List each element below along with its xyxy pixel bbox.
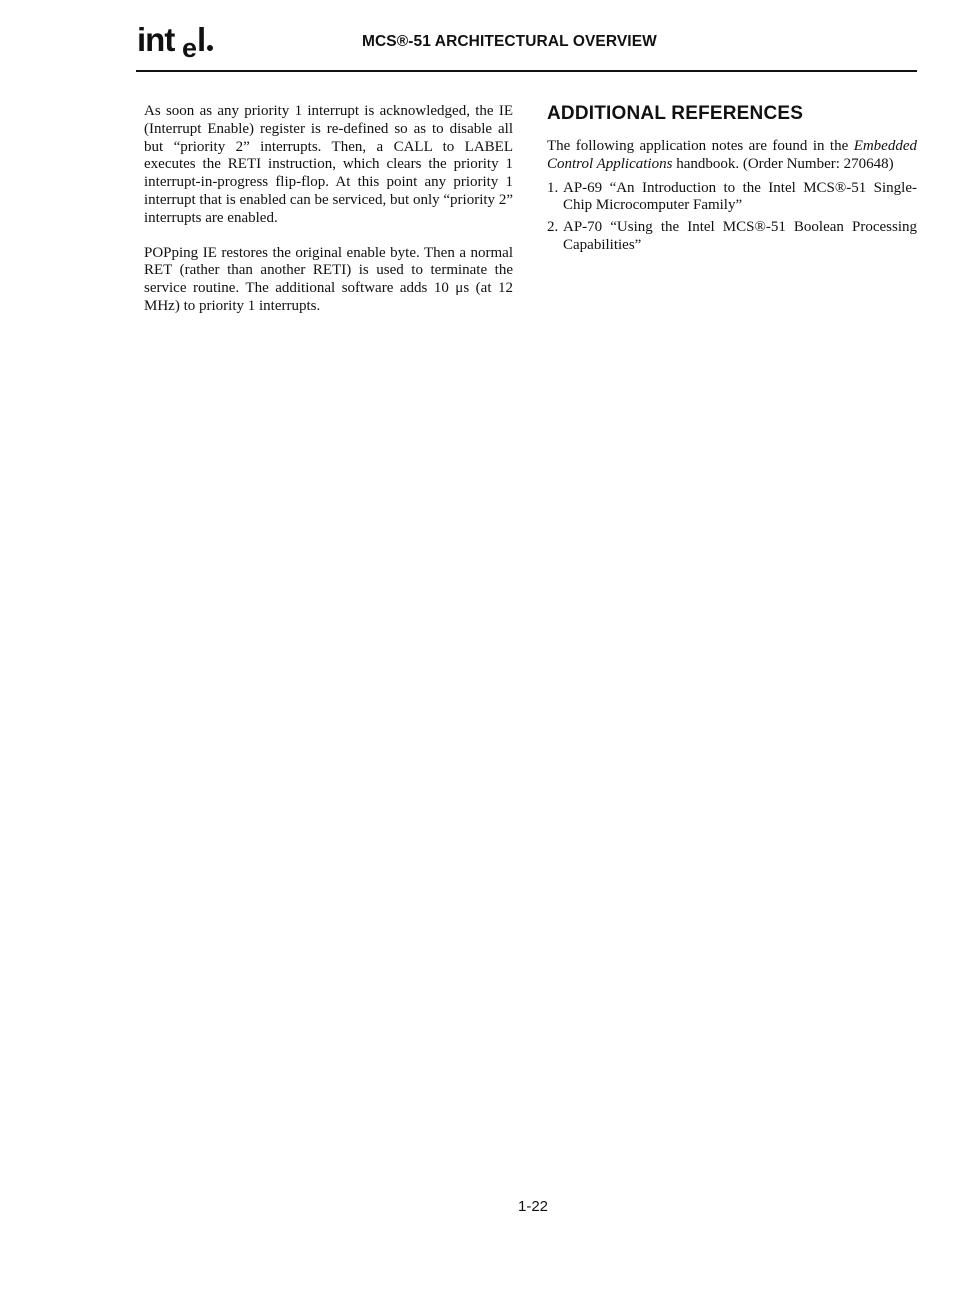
intel-logo: [137, 22, 227, 62]
page-header: [0, 0, 972, 80]
references-intro: [547, 138, 917, 174]
reference-text: AP-69 “An Introduction to the Intel MCS®-51 Single-Chip Microcomputer Family”: [563, 179, 917, 214]
svg-text:l: l: [197, 22, 207, 58]
svg-text:e: e: [182, 33, 198, 62]
intro-text: The following application notes are found in the: [547, 138, 854, 154]
section-heading: ADDITIONAL REFERENCES: [547, 103, 804, 124]
references-list: [547, 180, 917, 255]
reference-item: [547, 219, 917, 255]
reference-number: 2.: [547, 219, 559, 236]
reference-item: [547, 180, 917, 216]
reference-number: 1.: [547, 179, 559, 196]
header-title: MCS®-51 ARCHITECTURAL OVERVIEW: [362, 33, 657, 50]
left-column: [144, 103, 513, 316]
body-paragraph: As soon as any priority 1 interrupt is acknowledged, the IE (Interrupt Enable) register is re-defined so as to disable all but “priority 2” interrupts. Then, a CALL to LABEL executes the RETI instruction, which clears the priority 1 interrupt-in-progress flip-flop. At this point any priority 1 interrupt that is enabled can be serviced, but only “priority 2” interrupts are enabled.: [144, 103, 513, 226]
body-paragraph: POPping IE restores the original enable byte. Then a normal RET (rather than another RETI) is used to terminate the service routine. The additional software adds 10 μs (at 12 MHz) to priority 1 interrupts.: [144, 244, 513, 314]
svg-text:int: int: [137, 22, 175, 58]
header-rule: [136, 70, 917, 72]
page-number: 1-22: [518, 1198, 549, 1215]
reference-text: AP-70 “Using the Intel MCS®-51 Boolean Processing Capabilities”: [563, 219, 917, 253]
intro-text: handbook. (Order Number: 270648): [672, 155, 894, 172]
right-column: [547, 103, 917, 259]
handbook-title: Embedded Control Applications: [547, 138, 917, 172]
